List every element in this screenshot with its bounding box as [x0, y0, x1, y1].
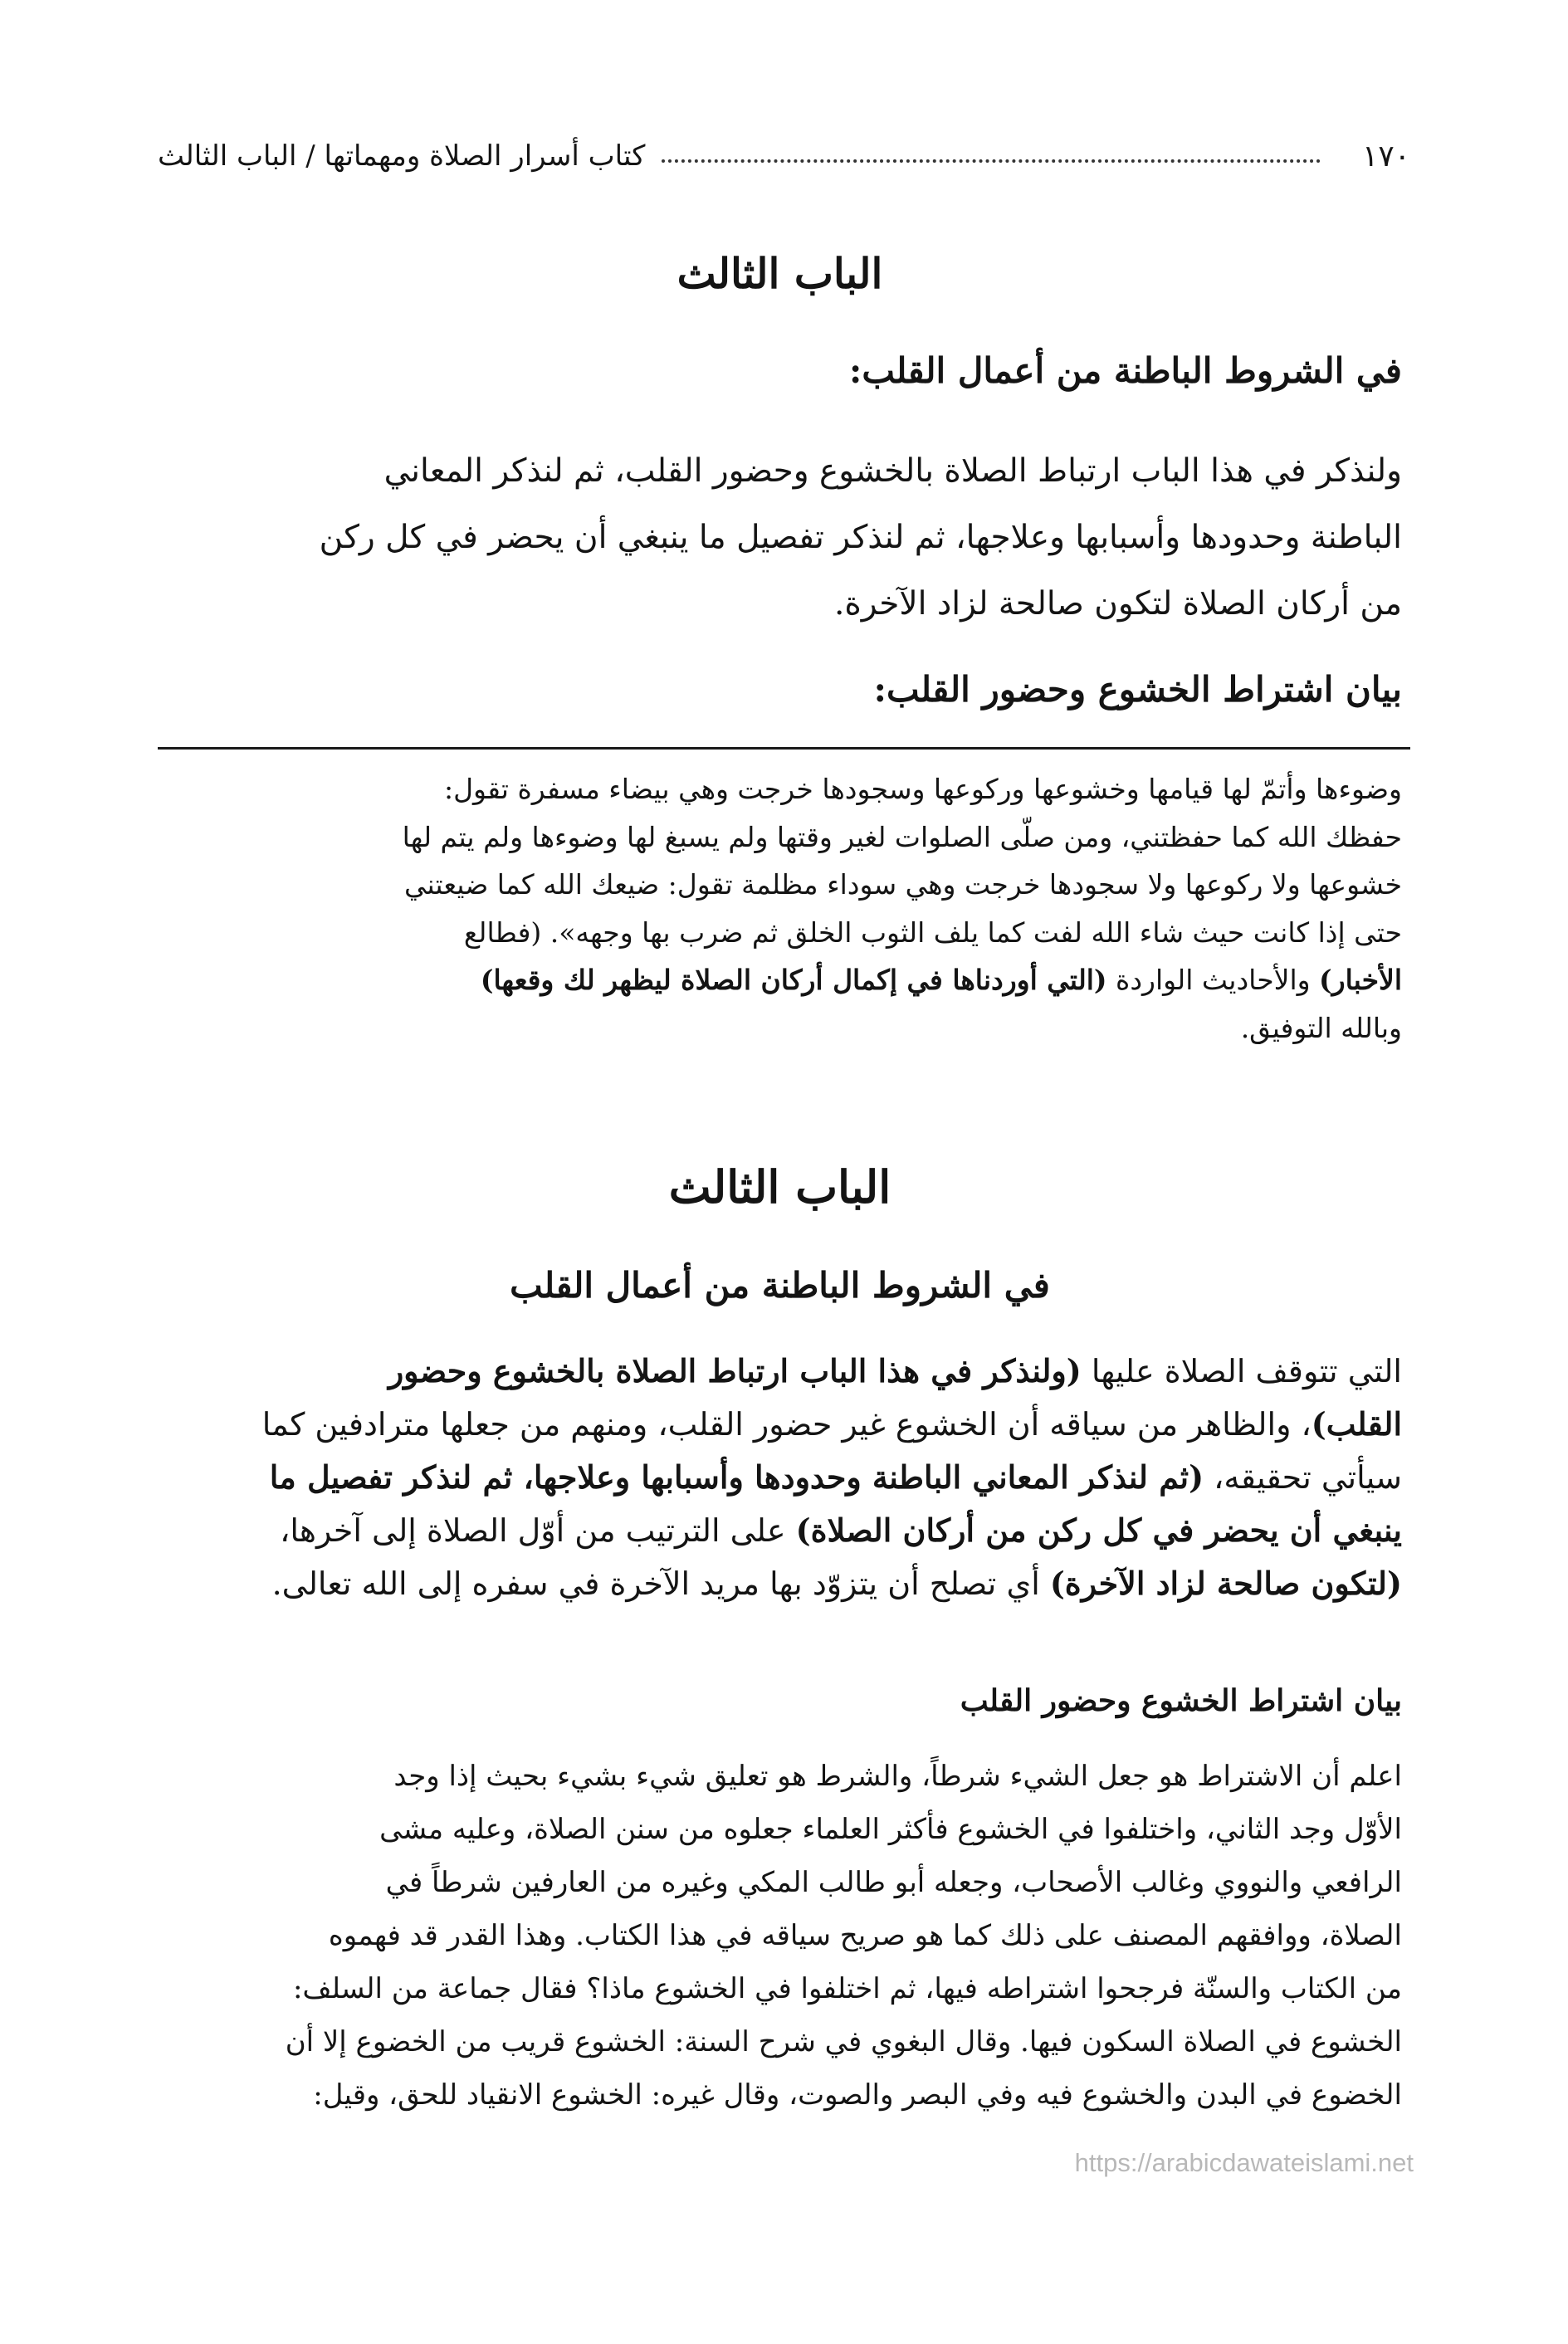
- chapter-subtitle: في الشروط الباطنة من أعمال القلب:: [848, 350, 1402, 391]
- commentary-text: سيأتي تحقيقه،: [1204, 1459, 1402, 1496]
- commentary-line: خشوعها ولا ركوعها ولا سجودها خرجت وهي سوداء مظلمة تقول: ضيعك الله كما ضيعتني: [403, 868, 1402, 901]
- commentary-line: [158, 1398, 1402, 1451]
- separator-rule: [158, 747, 1410, 750]
- commentary-text: أي تصلح أن يتزوّد بها مريد الآخرة في سفره إلى الله تعالى.: [271, 1565, 1050, 1602]
- running-title: كتاب أسرار الصلاة ومهماتها / الباب الثالث: [158, 139, 646, 173]
- paragraph-line: الباطنة وحدودها وأسبابها وعلاجها، ثم لنذكر تفصيل ما ينبغي أن يحضر في كل ركن: [319, 519, 1402, 556]
- commentary-line: [158, 956, 1402, 1004]
- quoted-text: (لتكون صالحة لزاد الآخرة): [1049, 1565, 1402, 1602]
- commentary-subheading: بيان اشتراط الخشوع وحضور القلب: [960, 1683, 1402, 1718]
- commentary-paragraph: [158, 1345, 1402, 1610]
- paragraph-line: من أركان الصلاة لتكون صالحة لزاد الآخرة.: [833, 585, 1402, 623]
- commentary-line: الخشوع في الصلاة السكون فيها. وقال البغوي في شرح السنة: الخشوع قريب من الخضوع إلا أن: [285, 2025, 1402, 2058]
- commentary-chapter-subtitle: في الشروط الباطنة من أعمال القلب: [510, 1265, 1050, 1306]
- chapter-title: الباب الثالث: [677, 249, 883, 298]
- commentary-paragraph-2: [158, 1750, 1402, 2122]
- page-number: ١٧٠: [1361, 139, 1410, 173]
- commentary-line: وضوءها وأتمّ لها قيامها وخشوعها وركوعها وسجودها خرجت وهي بيضاء مسفرة تقول:: [443, 773, 1402, 805]
- intro-paragraph: [158, 438, 1402, 637]
- commentary-text: والأحاديث الواردة: [1106, 964, 1320, 996]
- header-dot-leader: [662, 159, 1321, 163]
- commentary-continuation: [158, 765, 1402, 1052]
- commentary-text: التي تتوقف الصلاة عليها: [1081, 1353, 1402, 1389]
- quoted-text: الأخبار): [1319, 964, 1402, 996]
- commentary-line: الأوّل وجد الثاني، واختلفوا في الخشوع فأكثر العلماء جعلوه من سنن الصلاة، وعليه مشى: [379, 1813, 1402, 1846]
- commentary-text: ، والظاهر من سياقه أن الخشوع غير حضور القلب، ومنهم من جعلها مترادفين كما: [261, 1406, 1312, 1443]
- commentary-chapter-title: الباب الثالث: [668, 1160, 891, 1214]
- commentary-line: اعلم أن الاشتراط هو جعل الشيء شرطاً، والشرط هو تعليق شيء بشيء بحيث إذا وجد: [393, 1760, 1402, 1793]
- watermark-url: https://arabicdawateislami.net: [1074, 2148, 1414, 2177]
- quoted-text: ينبغي أن يحضر في كل ركن من أركان الصلاة): [795, 1511, 1402, 1549]
- commentary-line: [158, 1557, 1402, 1610]
- quoted-text: (ثم لنذكر المعاني الباطنة وحدودها وأسبابها وعلاجها، ثم لنذكر تفصيل ما: [269, 1458, 1204, 1496]
- commentary-line: حتى إذا كانت حيث شاء الله لفت كما يلف الثوب الخلق ثم ضرب بها وجهه». (فطالع: [463, 916, 1402, 949]
- commentary-line: من الكتاب والسنّة فرجحوا اشتراطه فيها، ثم اختلفوا في الخشوع ماذا؟ فقال جماعة من السلف:: [292, 1972, 1402, 2005]
- running-header: [158, 133, 1410, 179]
- paragraph-line: ولنذكر في هذا الباب ارتباط الصلاة بالخشوع وحضور القلب، ثم لنذكر المعاني: [383, 452, 1402, 490]
- commentary-line: وبالله التوفيق.: [1240, 1011, 1402, 1044]
- commentary-line: [158, 1451, 1402, 1504]
- quoted-text: القلب): [1311, 1405, 1402, 1443]
- commentary-line: الخضوع في البدن والخشوع فيه وفي البصر والصوت، وقال غيره: الخشوع الانقياد للحق، وقيل:: [313, 2078, 1402, 2112]
- quoted-text: (ولنذكر في هذا الباب ارتباط الصلاة بالخشوع وحضور: [388, 1352, 1082, 1389]
- commentary-line: [158, 1345, 1402, 1398]
- commentary-line: [158, 1504, 1402, 1557]
- commentary-line: الصلاة، ووافقهم المصنف على ذلك كما هو صريح سياقه في هذا الكتاب. وهذا القدر قد فهموه: [328, 1919, 1402, 1952]
- quoted-text: (التي أوردناها في إكمال أركان الصلاة ليظهر لك وقعها): [480, 964, 1107, 996]
- commentary-line: الرافعي والنووي وغالب الأصحاب، وجعله أبو طالب المكي وغيره من العارفين شرطاً في: [385, 1866, 1402, 1899]
- commentary-line: حفظك الله كما حفظتني، ومن صلّى الصلوات لغير وقتها ولم يسبغ لها وضوءها ولم يتم لها: [402, 820, 1402, 853]
- commentary-text: على الترتيب من أوّل الصلاة إلى آخرها،: [280, 1512, 796, 1549]
- section-subheading: بيان اشتراط الخشوع وحضور القلب:: [873, 669, 1402, 710]
